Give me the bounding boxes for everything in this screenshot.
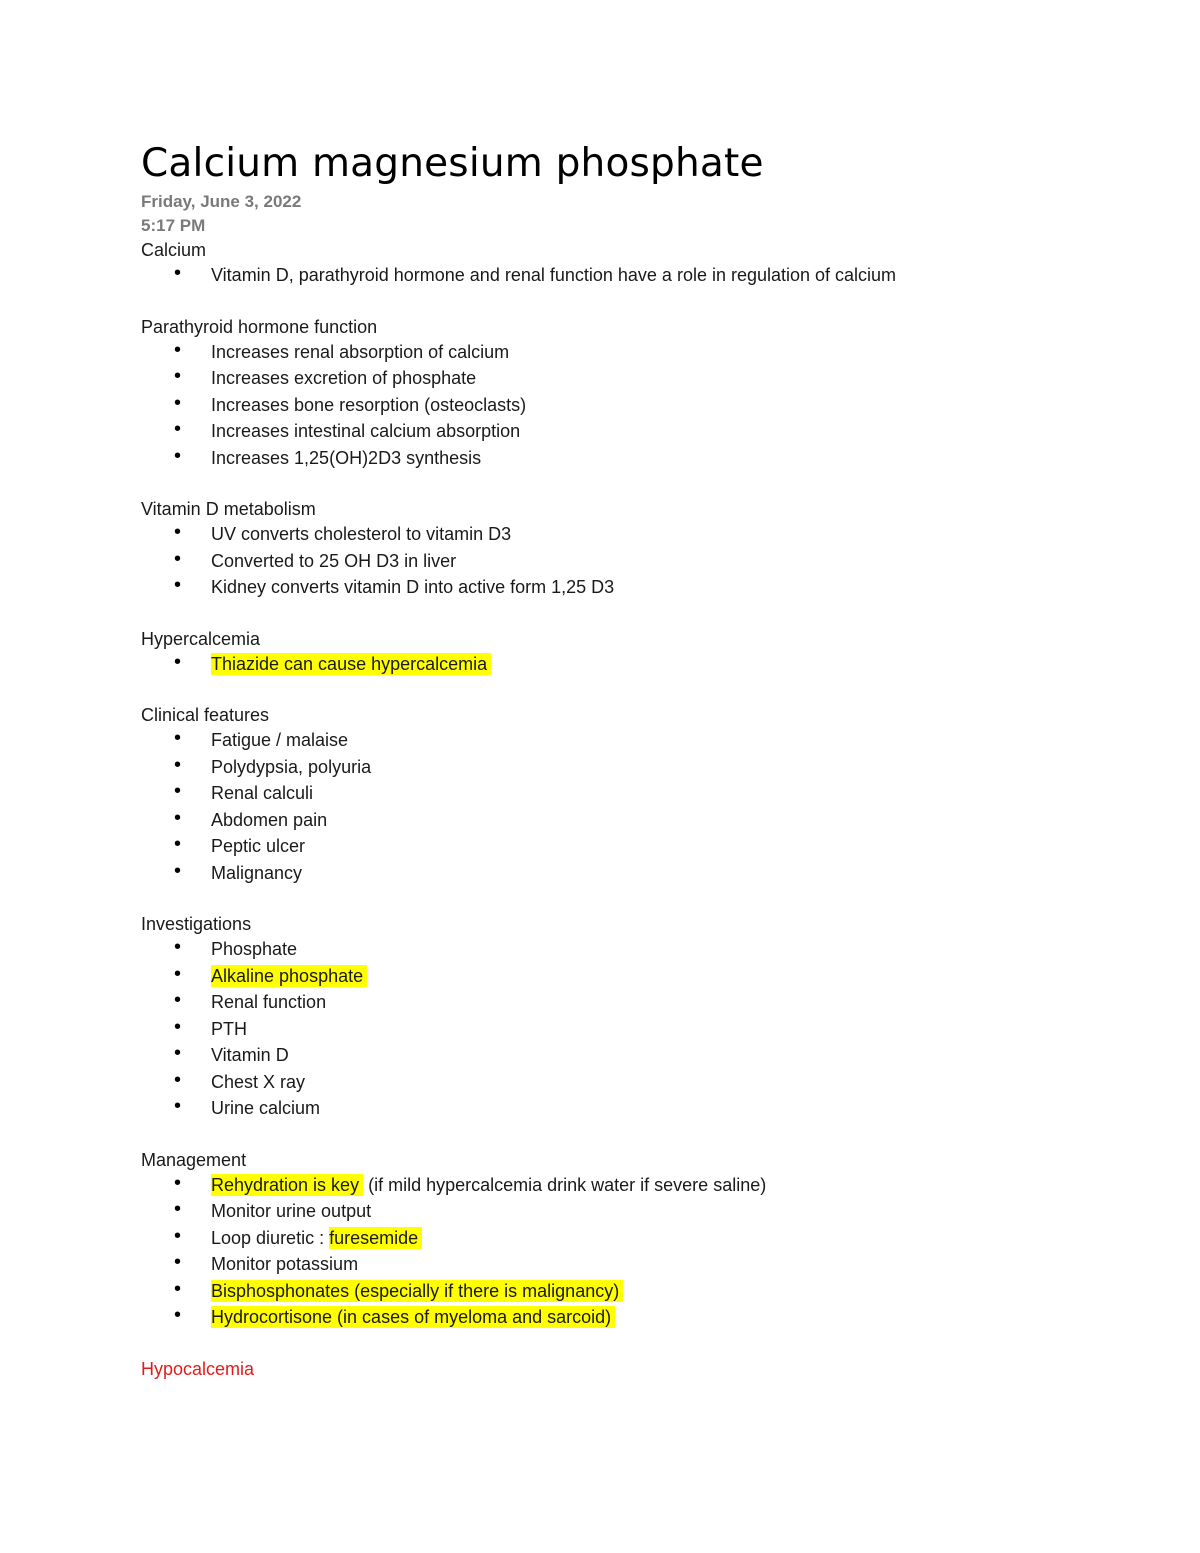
item-text: Increases excretion of phosphate [211, 368, 477, 388]
highlighted-text: Thiazide can cause hypercalcemia [211, 653, 491, 675]
list-item [141, 1225, 1141, 1252]
bullet-icon: • [174, 1277, 182, 1300]
item-text: Malignancy [211, 862, 303, 883]
list-item [141, 1304, 1141, 1331]
section-hypocalcemia [141, 1357, 1141, 1381]
bullet-list [141, 521, 1141, 601]
bullet-icon: • [174, 262, 182, 284]
item-text: Urine calcium [211, 1098, 321, 1118]
list-item [141, 1172, 1141, 1199]
bullet-list [141, 651, 1141, 678]
bullet-icon: • [174, 1015, 182, 1038]
bullet-icon: • [174, 1068, 182, 1091]
list-item [141, 548, 1141, 575]
item-text: Kidney converts vitamin D into active form 1,25 D3 [211, 577, 615, 597]
item-text: Converted to 25 OH D3 in liver [211, 550, 457, 571]
bullet-icon: • [174, 936, 182, 958]
list-item [141, 833, 1141, 860]
item-text: Renal calculi [211, 783, 314, 803]
list-item [141, 1016, 1141, 1043]
section-heading: Hypocalcemia [141, 1358, 255, 1379]
bullet-icon: • [174, 833, 182, 855]
item-text: Peptic ulcer [211, 836, 306, 856]
bullet-icon: • [174, 444, 182, 467]
list-item [141, 754, 1141, 781]
list-item [141, 860, 1141, 887]
item-text: Chest X ray [211, 1071, 306, 1092]
bullet-icon: • [174, 753, 182, 776]
bullet-icon: • [174, 574, 182, 596]
list-item [141, 651, 1141, 678]
list-item [141, 339, 1141, 366]
list-item [141, 963, 1141, 990]
highlighted-text: Rehydration is key [211, 1174, 363, 1196]
list-item [141, 780, 1141, 807]
item-text: UV converts cholesterol to vitamin D3 [211, 524, 512, 544]
bullet-icon: • [174, 521, 182, 543]
bullet-icon: • [174, 365, 182, 387]
bullet-icon: • [174, 1095, 182, 1117]
item-text: Monitor urine output [211, 1201, 372, 1221]
bullet-icon: • [174, 727, 182, 749]
list-item [141, 1069, 1141, 1096]
note-time: 5:17 PM [141, 216, 206, 235]
list-item [141, 807, 1141, 834]
bullet-icon: • [174, 1171, 182, 1194]
list-item [141, 727, 1141, 754]
item-text: Increases bone resorption (osteoclasts) [211, 394, 527, 415]
section-clinical-features [141, 703, 1141, 886]
item-text: Renal function [211, 992, 327, 1012]
list-item [141, 1095, 1141, 1122]
item-text: (if mild hypercalcemia drink water if severe saline) [363, 1174, 767, 1195]
section-vitamin-d-metabolism [141, 497, 1141, 601]
bullet-icon: • [174, 650, 182, 673]
bullet-icon: • [174, 859, 182, 882]
bullet-icon: • [174, 391, 182, 414]
item-text: Increases intestinal calcium absorption [211, 421, 521, 441]
section-hypercalcemia [141, 627, 1141, 678]
bullet-icon: • [174, 780, 182, 802]
list-item [141, 1278, 1141, 1305]
section-heading: Hypercalcemia [141, 628, 261, 649]
note-page [141, 140, 1141, 1381]
bullet-list [141, 1172, 1141, 1331]
bullet-icon: • [174, 1251, 182, 1273]
item-text: Increases renal absorption of calcium [211, 341, 510, 362]
item-text: Vitamin D, parathyroid hormone and renal function have a role in regulation of calcium [211, 265, 897, 285]
section-management [141, 1148, 1141, 1331]
item-text: Polydypsia, polyuria [211, 756, 372, 777]
bullet-icon: • [174, 962, 182, 985]
note-body [141, 238, 1141, 1381]
list-item [141, 365, 1141, 392]
list-item [141, 1251, 1141, 1278]
bullet-list [141, 936, 1141, 1122]
bullet-icon: • [174, 1198, 182, 1220]
section-heading: Management [141, 1149, 247, 1170]
item-text: Vitamin D [211, 1045, 289, 1065]
item-text: Monitor potassium [211, 1254, 359, 1274]
note-date: Friday, June 3, 2022 [141, 192, 302, 211]
bullet-list [141, 339, 1141, 472]
list-item [141, 445, 1141, 472]
section-parathyroid-hormone-function [141, 315, 1141, 472]
highlighted-text: Bisphosphonates (especially if there is malignancy) [211, 1280, 623, 1302]
page-title: Calcium magnesium phosphate [141, 141, 764, 186]
item-text: Increases 1,25(OH)2D3 synthesis [211, 447, 482, 468]
section-heading: Vitamin D metabolism [141, 499, 316, 519]
item-text: Phosphate [211, 939, 298, 959]
list-item [141, 1198, 1141, 1225]
section-investigations [141, 912, 1141, 1122]
section-heading: Parathyroid hormone function [141, 316, 378, 337]
bullet-list [141, 727, 1141, 886]
section-heading: Clinical features [141, 705, 270, 725]
highlighted-text: Hydrocortisone (in cases of myeloma and sarcoid) [211, 1306, 615, 1328]
section-heading: Investigations [141, 914, 252, 934]
item-text: PTH [211, 1018, 247, 1039]
list-item [141, 989, 1141, 1016]
bullet-icon: • [174, 806, 182, 829]
bullet-icon: • [174, 338, 182, 361]
list-item [141, 418, 1141, 445]
highlighted-text: Alkaline phosphate [211, 965, 367, 987]
bullet-icon: • [174, 1224, 182, 1247]
list-item [141, 262, 1141, 289]
section-heading: Calcium [141, 240, 207, 260]
list-item [141, 936, 1141, 963]
list-item [141, 521, 1141, 548]
bullet-icon: • [174, 418, 182, 440]
highlighted-text: furesemide [329, 1227, 422, 1249]
bullet-icon: • [174, 1042, 182, 1064]
bullet-icon: • [174, 547, 182, 570]
list-item [141, 1042, 1141, 1069]
list-item [141, 392, 1141, 419]
list-item [141, 574, 1141, 601]
bullet-list [141, 262, 1141, 289]
item-text: Loop diuretic : [211, 1227, 330, 1248]
section-calcium [141, 238, 1141, 289]
item-text: Abdomen pain [211, 809, 328, 830]
bullet-icon: • [174, 1304, 182, 1326]
bullet-icon: • [174, 989, 182, 1011]
item-text: Fatigue / malaise [211, 730, 349, 750]
